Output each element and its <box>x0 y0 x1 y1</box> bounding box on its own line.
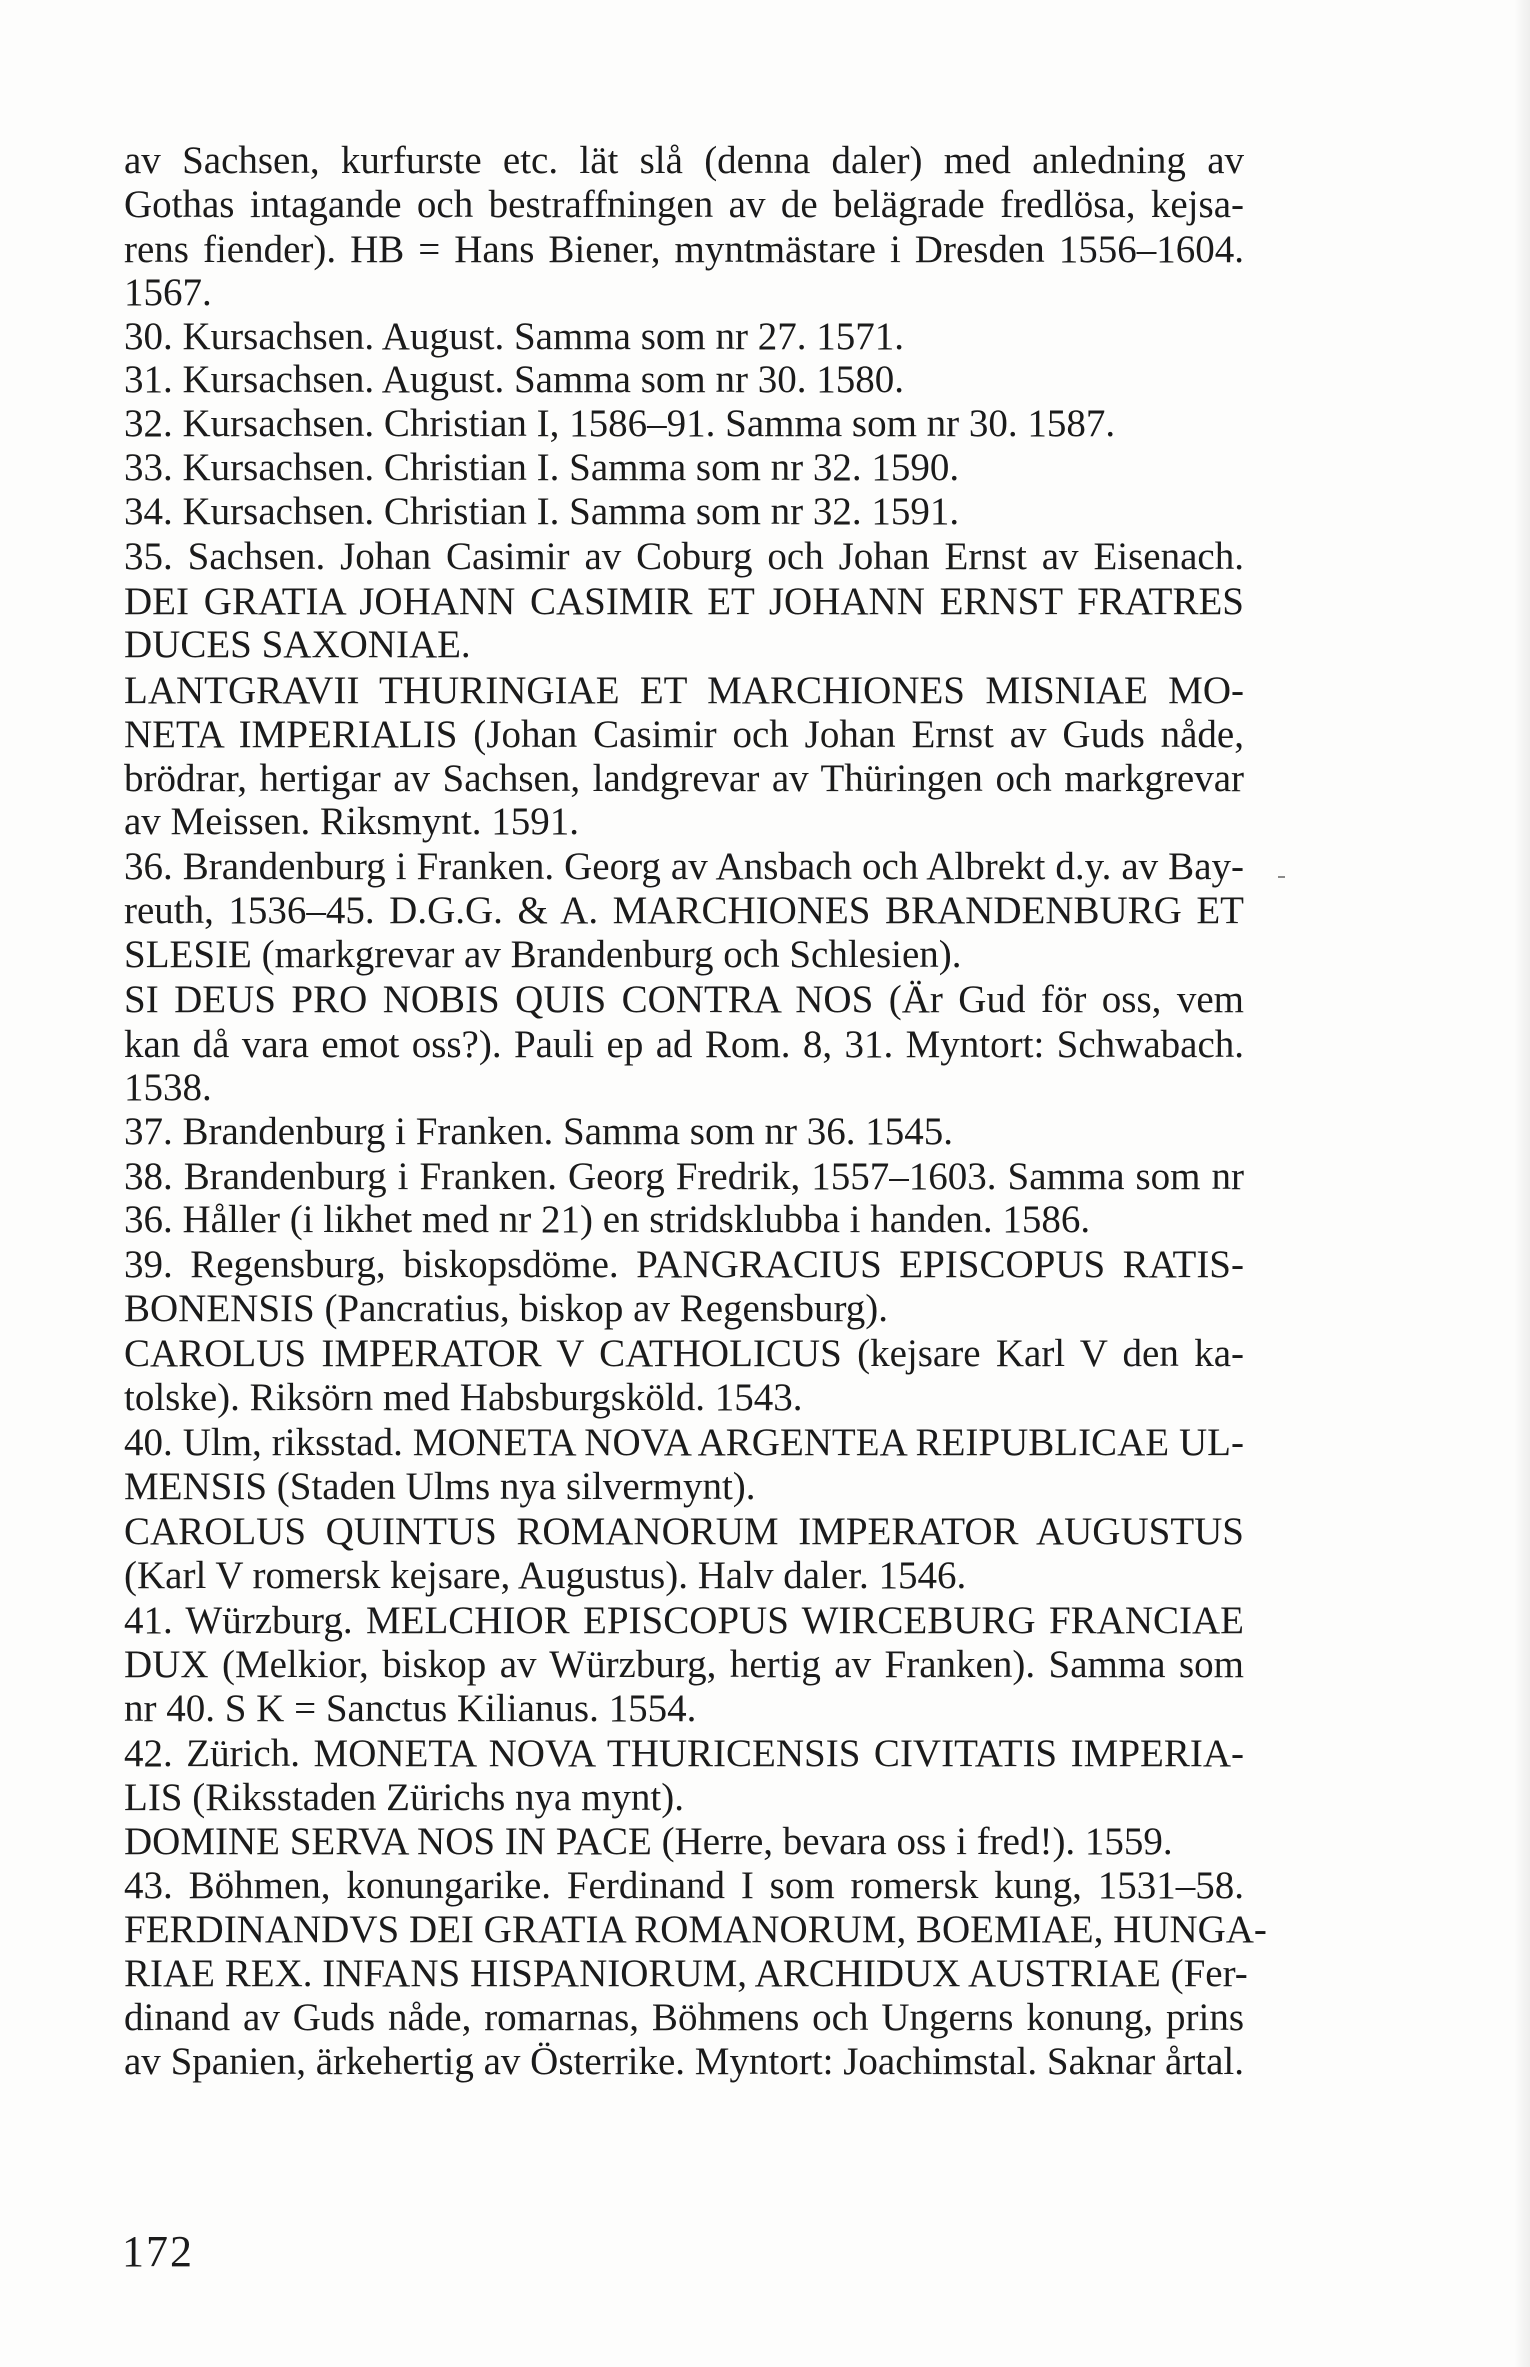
text-line: DOMINE SERVA NOS IN PACE (Herre, bevara oss i fred!). 1559. <box>124 1820 1173 1863</box>
text-line: 1567. <box>124 271 212 314</box>
margin-mark <box>1278 876 1285 878</box>
text-line: DUCES SAXONIAE. <box>124 623 471 666</box>
text-line: 41. Würzburg. MELCHIOR EPISCOPUS WIRCEBURG FRANCIAE <box>124 1599 1244 1642</box>
text-line: 40. Ulm, riksstad. MONETA NOVA ARGENTEA REIPUBLICAE UL- <box>124 1421 1244 1464</box>
text-line: brödrar, hertigar av Sachsen, landgrevar av Thüringen och markgrevar <box>124 757 1244 800</box>
text-line: 42. Zürich. MONETA NOVA THURICENSIS CIVITATIS IMPERIA- <box>124 1732 1244 1775</box>
text-line: BONENSIS (Pancratius, biskop av Regensburg). <box>124 1287 889 1330</box>
page-number: 172 <box>122 2227 194 2276</box>
text-line: 31. Kursachsen. August. Samma som nr 30. 1580. <box>124 358 904 401</box>
page-edge-shadow <box>1514 0 1530 2367</box>
text-line: dinand av Guds nåde, romarnas, Böhmens och Ungerns konung, prins <box>124 1996 1244 2039</box>
text-line: kan då vara emot oss?). Pauli ep ad Rom. 8, 31. Myntort: Schwabach. <box>124 1023 1244 1066</box>
text-line: 43. Böhmen, konungarike. Ferdinand I som romersk kung, 1531–58. <box>124 1864 1244 1907</box>
text-line: Gothas intagande och bestraffningen av de belägrade fredlösa, kejsa- <box>124 183 1244 226</box>
text-line: FERDINANDVS DEI GRATIA ROMANORUM, BOEMIAE, HUNGA- <box>124 1908 1267 1951</box>
text-line: 33. Kursachsen. Christian I. Samma som nr 32. 1590. <box>124 446 960 489</box>
text-line: 36. Brandenburg i Franken. Georg av Ansbach och Albrekt d.y. av Bay- <box>124 845 1244 888</box>
text-line: 36. Håller (i likhet med nr 21) en stridsklubba i handen. 1586. <box>124 1198 1091 1241</box>
text-line: av Spanien, ärkehertig av Österrike. Myntort: Joachimstal. Saknar årtal. <box>124 2040 1244 2083</box>
text-line: LANTGRAVII THURINGIAE ET MARCHIONES MISNIAE MO- <box>124 669 1244 712</box>
text-line: 35. Sachsen. Johan Casimir av Coburg och Johan Ernst av Eisenach. <box>124 535 1244 578</box>
text-line: 32. Kursachsen. Christian I, 1586–91. Samma som nr 30. 1587. <box>124 402 1116 445</box>
text-line: 38. Brandenburg i Franken. Georg Fredrik, 1557–1603. Samma som nr <box>124 1155 1244 1198</box>
text-line: DUX (Melkior, biskop av Würzburg, hertig av Franken). Samma som <box>124 1643 1244 1686</box>
text-line: tolske). Riksörn med Habsburgsköld. 1543. <box>124 1376 803 1419</box>
text-line: SI DEUS PRO NOBIS QUIS CONTRA NOS (Är Gud för oss, vem <box>124 978 1244 1021</box>
text-line: NETA IMPERIALIS (Johan Casimir och Johan Ernst av Guds nåde, <box>124 713 1244 756</box>
text-line: LIS (Riksstaden Zürichs nya mynt). <box>124 1776 684 1819</box>
text-line: av Meissen. Riksmynt. 1591. <box>124 800 579 843</box>
text-line: RIAE REX. INFANS HISPANIORUM, ARCHIDUX AUSTRIAE (Fer- <box>124 1952 1248 1995</box>
text-line: nr 40. S K = Sanctus Kilianus. 1554. <box>124 1687 697 1730</box>
text-line: reuth, 1536–45. D.G.G. & A. MARCHIONES BRANDENBURG ET <box>124 889 1244 932</box>
text-line: MENSIS (Staden Ulms nya silvermynt). <box>124 1465 756 1508</box>
text-line: (Karl V romersk kejsare, Augustus). Halv daler. 1546. <box>124 1554 967 1597</box>
text-line: rens fiender). HB = Hans Biener, myntmästare i Dresden 1556–1604. <box>124 228 1244 271</box>
text-line: DEI GRATIA JOHANN CASIMIR ET JOHANN ERNST FRATRES <box>124 580 1244 623</box>
text-line: 1538. <box>124 1066 212 1109</box>
text-line: CAROLUS QUINTUS ROMANORUM IMPERATOR AUGUSTUS <box>124 1510 1244 1553</box>
text-line: 34. Kursachsen. Christian I. Samma som nr 32. 1591. <box>124 490 960 533</box>
text-line: 30. Kursachsen. August. Samma som nr 27. 1571. <box>124 315 904 358</box>
text-line: 37. Brandenburg i Franken. Samma som nr 36. 1545. <box>124 1110 954 1153</box>
text-line: CAROLUS IMPERATOR V CATHOLICUS (kejsare Karl V den ka- <box>124 1332 1244 1375</box>
text-line: av Sachsen, kurfurste etc. lät slå (denna daler) med anledning av <box>124 139 1244 182</box>
text-line: 39. Regensburg, biskopsdöme. PANGRACIUS EPISCOPUS RATIS- <box>124 1243 1244 1286</box>
text-line: SLESIE (markgrevar av Brandenburg och Schlesien). <box>124 933 962 976</box>
